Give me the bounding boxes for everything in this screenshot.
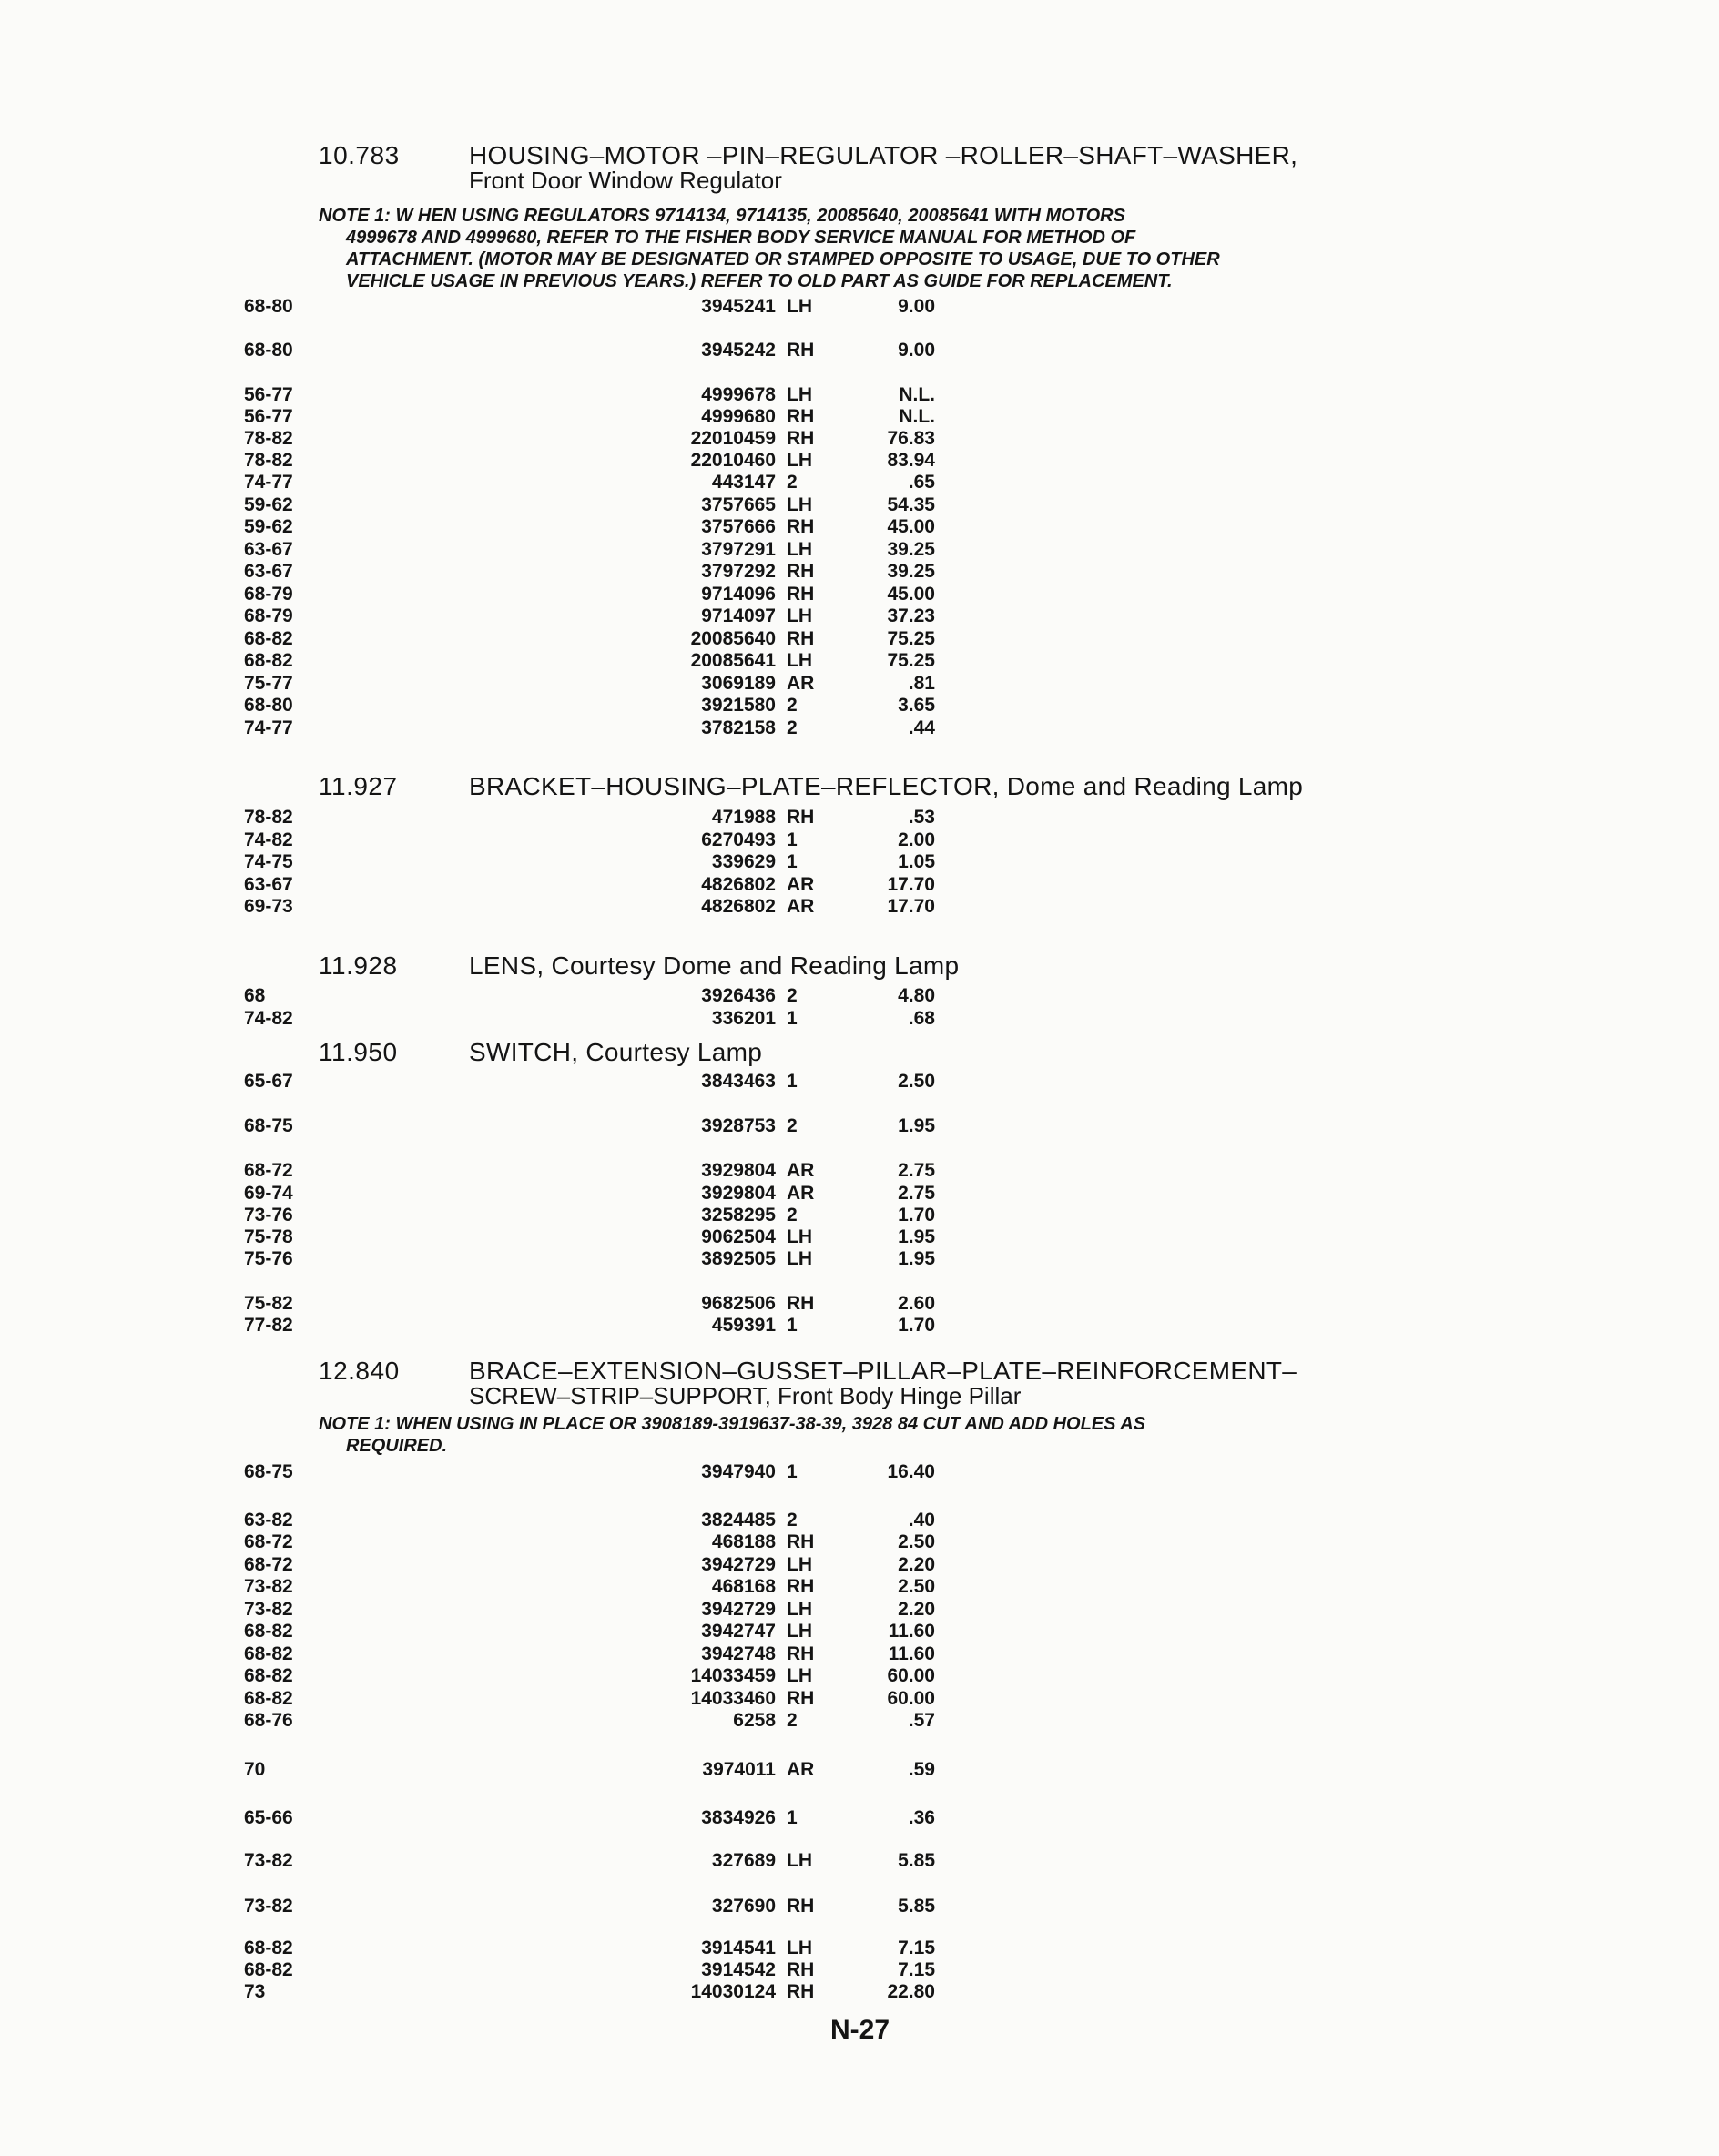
section-title: BRACKET–HOUSING–PLATE–REFLECTOR, Dome and Reading Lamp <box>469 772 1304 800</box>
part-row <box>0 561 1719 584</box>
part-row <box>0 1315 1719 1337</box>
quantity-cell: RH <box>787 1293 815 1314</box>
years-cell: 75-78 <box>244 1226 293 1247</box>
part-row <box>0 384 1719 407</box>
quantity-cell: RH <box>787 1643 815 1664</box>
part-number-cell: 336201 <box>711 1008 776 1029</box>
years-cell: 65-67 <box>244 1071 293 1092</box>
price-cell: N.L. <box>899 384 935 405</box>
years-cell: 68-82 <box>244 628 293 649</box>
quantity-cell: RH <box>787 516 815 537</box>
quantity-cell: RH <box>787 1981 815 2002</box>
years-cell: 68-79 <box>244 584 293 605</box>
section-subtitle: Front Door Window Regulator <box>469 167 782 194</box>
note-line: ATTACHMENT. (MOTOR MAY BE DESIGNATED OR STAMPED OPPOSITE TO USAGE, DUE TO OTHER <box>346 249 1220 270</box>
price-cell: .53 <box>908 807 935 828</box>
part-row <box>0 494 1719 517</box>
years-cell: 68-82 <box>244 1959 293 1980</box>
quantity-cell: AR <box>787 1160 815 1181</box>
price-cell: 1.05 <box>898 851 935 872</box>
quantity-cell: LH <box>787 650 812 671</box>
price-cell: 60.00 <box>887 1665 935 1686</box>
price-cell: 7.15 <box>898 1959 935 1980</box>
quantity-cell: LH <box>787 296 812 317</box>
price-cell: 5.85 <box>898 1896 935 1917</box>
quantity-cell: LH <box>787 1937 812 1958</box>
part-row <box>0 1688 1719 1711</box>
years-cell: 68-82 <box>244 1937 293 1958</box>
price-cell: 45.00 <box>887 584 935 605</box>
part-row <box>0 1554 1719 1577</box>
years-cell: 68-82 <box>244 1665 293 1686</box>
price-cell: .40 <box>908 1510 935 1531</box>
part-number-cell: 3834926 <box>701 1807 776 1828</box>
quantity-cell: LH <box>787 1248 812 1269</box>
part-number-cell: 3947940 <box>701 1461 776 1482</box>
note-line: NOTE 1: WHEN USING IN PLACE OR 3908189-3919637-38-39, 3928 84 CUT AND ADD HOLES AS <box>319 1414 1146 1434</box>
years-cell: 68-72 <box>244 1554 293 1575</box>
part-number-cell: 3892505 <box>701 1248 776 1269</box>
price-cell: 1.70 <box>898 1315 935 1336</box>
part-number-cell: 3921580 <box>701 695 776 716</box>
price-cell: 9.00 <box>898 296 935 317</box>
part-number-cell: 3945242 <box>701 340 776 361</box>
years-cell: 69-73 <box>244 896 293 917</box>
price-cell: 4.80 <box>898 985 935 1006</box>
part-row <box>0 1599 1719 1622</box>
part-number-cell: 3782158 <box>701 717 776 738</box>
quantity-cell: LH <box>787 539 812 560</box>
quantity-cell: RH <box>787 340 815 361</box>
quantity-cell: 1 <box>787 1071 798 1092</box>
years-cell: 68-72 <box>244 1160 293 1181</box>
quantity-cell: LH <box>787 605 812 626</box>
price-cell: .44 <box>908 717 935 738</box>
price-cell: 11.60 <box>888 1643 935 1664</box>
years-cell: 63-82 <box>244 1510 293 1531</box>
quantity-cell: 1 <box>787 829 798 850</box>
price-cell: 22.80 <box>887 1981 935 2002</box>
part-row <box>0 1576 1719 1599</box>
quantity-cell: LH <box>787 1665 812 1686</box>
part-number-cell: 3757665 <box>701 494 776 515</box>
years-cell: 68-80 <box>244 340 293 361</box>
part-number-cell: 459391 <box>711 1315 776 1336</box>
part-row <box>0 807 1719 829</box>
quantity-cell: 1 <box>787 1807 798 1828</box>
price-cell: 2.20 <box>898 1599 935 1620</box>
part-row <box>0 650 1719 673</box>
part-number-cell: 3824485 <box>701 1510 776 1531</box>
part-row <box>0 1248 1719 1293</box>
quantity-cell: RH <box>787 1688 815 1709</box>
years-cell: 63-67 <box>244 539 293 560</box>
part-row <box>0 539 1719 562</box>
quantity-cell: 2 <box>787 472 798 493</box>
quantity-cell: LH <box>787 1850 812 1871</box>
quantity-cell: 1 <box>787 1461 798 1482</box>
part-number-cell: 3945241 <box>701 296 776 317</box>
part-number-cell: 3942747 <box>701 1621 776 1642</box>
part-number-cell: 339629 <box>711 851 776 872</box>
quantity-cell: RH <box>787 1896 815 1917</box>
part-row <box>0 1981 1719 2004</box>
years-cell: 74-82 <box>244 1008 293 1029</box>
section-title: SWITCH, Courtesy Lamp <box>469 1038 763 1066</box>
years-cell: 68-82 <box>244 1688 293 1709</box>
quantity-cell: 2 <box>787 1510 798 1531</box>
part-number-cell: 3928753 <box>701 1115 776 1136</box>
price-cell: 75.25 <box>887 650 935 671</box>
part-number-cell: 4826802 <box>701 896 776 917</box>
years-cell: 74-77 <box>244 472 293 493</box>
quantity-cell: LH <box>787 384 812 405</box>
part-row <box>0 296 1719 341</box>
part-row <box>0 1759 1719 1804</box>
part-row <box>0 829 1719 852</box>
part-number-cell: 471988 <box>711 807 776 828</box>
years-cell: 68-82 <box>244 650 293 671</box>
part-number-cell: 3258295 <box>701 1205 776 1225</box>
price-cell: 5.85 <box>898 1850 935 1871</box>
part-row <box>0 695 1719 717</box>
section-number: 12.840 <box>319 1357 400 1385</box>
quantity-cell: RH <box>787 628 815 649</box>
price-cell: 75.25 <box>887 628 935 649</box>
price-cell: 39.25 <box>887 539 935 560</box>
years-cell: 73-76 <box>244 1205 293 1225</box>
quantity-cell: 2 <box>787 695 798 716</box>
part-row <box>0 1937 1719 1960</box>
years-cell: 68-79 <box>244 605 293 626</box>
part-row <box>0 1807 1719 1852</box>
years-cell: 74-77 <box>244 717 293 738</box>
part-number-cell: 3942729 <box>701 1599 776 1620</box>
quantity-cell: RH <box>787 584 815 605</box>
part-row <box>0 1115 1719 1160</box>
part-row <box>0 874 1719 897</box>
part-number-cell: 468188 <box>711 1531 776 1552</box>
part-number-cell: 3843463 <box>701 1071 776 1092</box>
part-row <box>0 1850 1719 1895</box>
part-number-cell: 9682506 <box>701 1293 776 1314</box>
part-number-cell: 4999678 <box>701 384 776 405</box>
note-line: NOTE 1: W HEN USING REGULATORS 9714134, 9714135, 20085640, 20085641 WITH MOTORS <box>319 206 1125 226</box>
part-row <box>0 428 1719 451</box>
quantity-cell: LH <box>787 1226 812 1247</box>
section-number: 11.928 <box>319 951 398 980</box>
part-number-cell: 3914542 <box>701 1959 776 1980</box>
price-cell: .57 <box>908 1710 935 1731</box>
price-cell: 2.75 <box>898 1183 935 1204</box>
years-cell: 56-77 <box>244 384 293 405</box>
years-cell: 68-80 <box>244 296 293 317</box>
part-number-cell: 327690 <box>711 1896 776 1917</box>
quantity-cell: LH <box>787 1599 812 1620</box>
price-cell: 2.50 <box>898 1576 935 1597</box>
quantity-cell: LH <box>787 1554 812 1575</box>
years-cell: 73 <box>244 1981 266 2002</box>
part-row <box>0 896 1719 941</box>
part-number-cell: 3929804 <box>701 1160 776 1181</box>
price-cell: 1.95 <box>898 1115 935 1136</box>
price-cell: 2.00 <box>898 829 935 850</box>
part-row <box>0 1226 1719 1249</box>
quantity-cell: 2 <box>787 1115 798 1136</box>
part-number-cell: 443147 <box>711 472 776 493</box>
note-line: VEHICLE USAGE IN PREVIOUS YEARS.) REFER TO OLD PART AS GUIDE FOR REPLACEMENT. <box>346 271 1173 291</box>
years-cell: 78-82 <box>244 428 293 449</box>
years-cell: 68 <box>244 985 266 1006</box>
part-row <box>0 1531 1719 1554</box>
years-cell: 77-82 <box>244 1315 293 1336</box>
price-cell: 1.95 <box>898 1226 935 1247</box>
quantity-cell: AR <box>787 1759 815 1780</box>
section-title: BRACE–EXTENSION–GUSSET–PILLAR–PLATE–REINFORCEMENT– <box>469 1357 1297 1385</box>
quantity-cell: AR <box>787 1183 815 1204</box>
part-number-cell: 6258 <box>733 1710 776 1731</box>
price-cell: .59 <box>908 1759 935 1780</box>
section-title: HOUSING–MOTOR –PIN–REGULATOR –ROLLER–SHAFT–WASHER, <box>469 141 1298 169</box>
quantity-cell: LH <box>787 1621 812 1642</box>
part-row <box>0 340 1719 384</box>
years-cell: 75-76 <box>244 1248 293 1269</box>
part-row <box>0 1665 1719 1688</box>
price-cell: 54.35 <box>887 494 935 515</box>
part-row <box>0 1896 1719 1940</box>
quantity-cell: RH <box>787 1531 815 1552</box>
part-number-cell: 6270493 <box>701 829 776 850</box>
years-cell: 63-67 <box>244 561 293 582</box>
price-cell: 39.25 <box>887 561 935 582</box>
part-row <box>0 851 1719 874</box>
price-cell: 45.00 <box>887 516 935 537</box>
quantity-cell: RH <box>787 1576 815 1597</box>
price-cell: 76.83 <box>887 428 935 449</box>
part-number-cell: 468168 <box>711 1576 776 1597</box>
part-row <box>0 717 1719 762</box>
part-number-cell: 22010459 <box>690 428 776 449</box>
part-row <box>0 605 1719 628</box>
part-number-cell: 20085640 <box>690 628 776 649</box>
part-number-cell: 3942748 <box>701 1643 776 1664</box>
section-note <box>319 205 1502 292</box>
section-subtitle: SCREW–STRIP–SUPPORT, Front Body Hinge Pillar <box>469 1382 1022 1409</box>
part-number-cell: 4826802 <box>701 874 776 895</box>
part-row <box>0 1071 1719 1115</box>
part-number-cell: 9714096 <box>701 584 776 605</box>
price-cell: 37.23 <box>887 605 935 626</box>
part-row <box>0 406 1719 429</box>
quantity-cell: AR <box>787 874 815 895</box>
years-cell: 73-82 <box>244 1599 293 1620</box>
price-cell: 17.70 <box>887 874 935 895</box>
part-number-cell: 3974011 <box>702 1759 776 1780</box>
years-cell: 75-77 <box>244 673 293 694</box>
part-number-cell: 9062504 <box>701 1226 776 1247</box>
part-row <box>0 1183 1719 1205</box>
years-cell: 78-82 <box>244 807 293 828</box>
section-number: 11.927 <box>319 772 398 800</box>
section-note <box>319 1413 1502 1457</box>
years-cell: 75-82 <box>244 1293 293 1314</box>
price-cell: 3.65 <box>898 695 935 716</box>
price-cell: .36 <box>908 1807 935 1828</box>
part-number-cell: 14033460 <box>690 1688 776 1709</box>
part-number-cell: 9714097 <box>701 605 776 626</box>
quantity-cell: LH <box>787 494 812 515</box>
quantity-cell: 2 <box>787 717 798 738</box>
part-row <box>0 1461 1719 1506</box>
price-cell: 2.50 <box>898 1071 935 1092</box>
years-cell: 68-72 <box>244 1531 293 1552</box>
part-row <box>0 673 1719 696</box>
years-cell: 68-80 <box>244 695 293 716</box>
price-cell: 60.00 <box>887 1688 935 1709</box>
price-cell: N.L. <box>899 406 935 427</box>
part-number-cell: 14030124 <box>690 1981 776 2002</box>
price-cell: 2.50 <box>898 1531 935 1552</box>
price-cell: 83.94 <box>887 450 935 471</box>
quantity-cell: RH <box>787 428 815 449</box>
quantity-cell: 1 <box>787 851 798 872</box>
part-number-cell: 3069189 <box>701 673 776 694</box>
years-cell: 74-82 <box>244 829 293 850</box>
part-row <box>0 1293 1719 1316</box>
years-cell: 70 <box>244 1759 266 1780</box>
quantity-cell: 2 <box>787 985 798 1006</box>
years-cell: 73-82 <box>244 1576 293 1597</box>
part-number-cell: 3942729 <box>701 1554 776 1575</box>
years-cell: 68-75 <box>244 1461 293 1482</box>
price-cell: 11.60 <box>888 1621 935 1642</box>
price-cell: 1.95 <box>898 1248 935 1269</box>
part-number-cell: 3926436 <box>701 985 776 1006</box>
part-number-cell: 3914541 <box>701 1937 776 1958</box>
price-cell: 2.20 <box>898 1554 935 1575</box>
section-title: LENS, Courtesy Dome and Reading Lamp <box>469 951 960 980</box>
years-cell: 73-82 <box>244 1896 293 1917</box>
price-cell: 2.75 <box>898 1160 935 1181</box>
part-number-cell: 4999680 <box>701 406 776 427</box>
quantity-cell: RH <box>787 1959 815 1980</box>
note-line: REQUIRED. <box>346 1436 448 1456</box>
part-row <box>0 1205 1719 1227</box>
part-number-cell: 3929804 <box>701 1183 776 1204</box>
years-cell: 56-77 <box>244 406 293 427</box>
part-row <box>0 584 1719 606</box>
quantity-cell: AR <box>787 673 815 694</box>
years-cell: 63-67 <box>244 874 293 895</box>
part-row <box>0 1643 1719 1666</box>
years-cell: 59-62 <box>244 516 293 537</box>
part-number-cell: 3797292 <box>701 561 776 582</box>
part-number-cell: 20085641 <box>690 650 776 671</box>
part-row <box>0 516 1719 539</box>
quantity-cell: LH <box>787 450 812 471</box>
price-cell: 16.40 <box>887 1461 935 1482</box>
years-cell: 78-82 <box>244 450 293 471</box>
years-cell: 68-75 <box>244 1115 293 1136</box>
part-row <box>0 472 1719 494</box>
years-cell: 59-62 <box>244 494 293 515</box>
section-number: 11.950 <box>319 1038 398 1066</box>
years-cell: 69-74 <box>244 1183 293 1204</box>
price-cell: 2.60 <box>898 1293 935 1314</box>
section-number: 10.783 <box>319 141 400 169</box>
years-cell: 68-82 <box>244 1621 293 1642</box>
part-row <box>0 1621 1719 1643</box>
part-row <box>0 1160 1719 1183</box>
page-number: N-27 <box>830 2015 890 2045</box>
years-cell: 73-82 <box>244 1850 293 1871</box>
part-row <box>0 628 1719 651</box>
price-cell: 17.70 <box>887 896 935 917</box>
part-row <box>0 1710 1719 1754</box>
part-row <box>0 985 1719 1008</box>
price-cell: 1.70 <box>898 1205 935 1225</box>
quantity-cell: RH <box>787 807 815 828</box>
part-row <box>0 1008 1719 1031</box>
part-number-cell: 14033459 <box>690 1665 776 1686</box>
quantity-cell: 2 <box>787 1710 798 1731</box>
part-row <box>0 1959 1719 1982</box>
part-row <box>0 1510 1719 1532</box>
part-number-cell: 22010460 <box>690 450 776 471</box>
price-cell: 9.00 <box>898 340 935 361</box>
years-cell: 68-82 <box>244 1643 293 1664</box>
quantity-cell: RH <box>787 561 815 582</box>
quantity-cell: 2 <box>787 1205 798 1225</box>
part-number-cell: 3757666 <box>701 516 776 537</box>
years-cell: 68-76 <box>244 1710 293 1731</box>
part-number-cell: 327689 <box>711 1850 776 1871</box>
quantity-cell: AR <box>787 896 815 917</box>
part-row <box>0 450 1719 473</box>
years-cell: 74-75 <box>244 851 293 872</box>
price-cell: .65 <box>908 472 935 493</box>
price-cell: .68 <box>908 1008 935 1029</box>
part-number-cell: 3797291 <box>701 539 776 560</box>
price-cell: .81 <box>908 673 935 694</box>
note-line: 4999678 AND 4999680, REFER TO THE FISHER BODY SERVICE MANUAL FOR METHOD OF <box>346 228 1136 248</box>
price-cell: 7.15 <box>898 1937 935 1958</box>
years-cell: 65-66 <box>244 1807 293 1828</box>
quantity-cell: 1 <box>787 1315 798 1336</box>
quantity-cell: 1 <box>787 1008 798 1029</box>
quantity-cell: RH <box>787 406 815 427</box>
